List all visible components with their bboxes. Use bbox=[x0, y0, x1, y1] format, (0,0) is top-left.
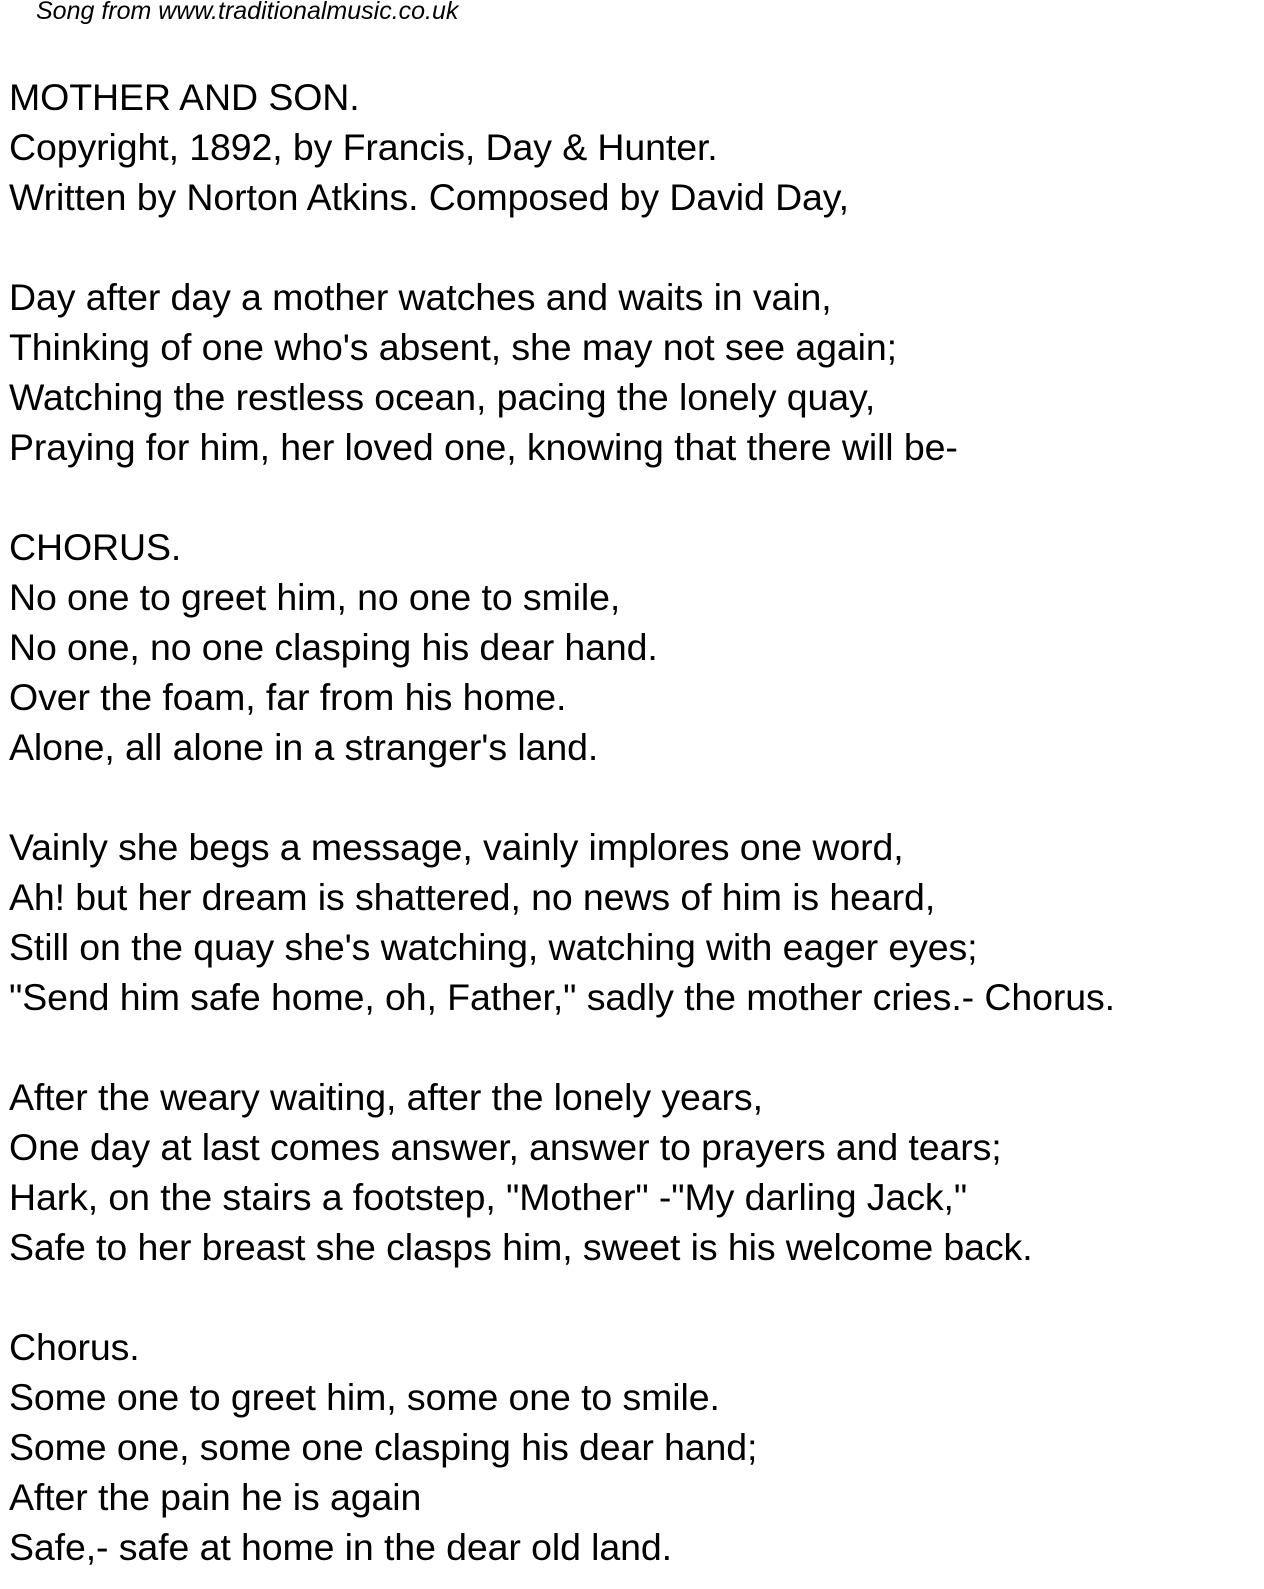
verse-line: "Send him safe home, oh, Father," sadly the mother cries.- Chorus. bbox=[9, 976, 1115, 1018]
chorus-line: After the pain he is again bbox=[9, 1476, 422, 1518]
chorus-line: No one, no one clasping his dear hand. bbox=[9, 626, 658, 668]
source-note: Song from www.traditionalmusic.co.uk bbox=[36, 0, 459, 25]
verse-line: Day after day a mother watches and waits in vain, bbox=[9, 276, 832, 318]
verse-line: Praying for him, her loved one, knowing that there will be- bbox=[9, 426, 958, 468]
verse-line: After the weary waiting, after the lonely years, bbox=[9, 1076, 763, 1118]
chorus-line: Safe,- safe at home in the dear old land. bbox=[9, 1526, 672, 1568]
stanza-gap bbox=[9, 1022, 1259, 1072]
verse-line: Vainly she begs a message, vainly implores one word, bbox=[9, 826, 904, 868]
chorus-line: Over the foam, far from his home. bbox=[9, 676, 567, 718]
verse-line: Ah! but her dream is shattered, no news of him is heard, bbox=[9, 876, 936, 918]
verse-line: One day at last comes answer, answer to prayers and tears; bbox=[9, 1126, 1002, 1168]
verse-line: Still on the quay she's watching, watching with eager eyes; bbox=[9, 926, 978, 968]
verse-2 bbox=[9, 822, 1259, 1022]
chorus-line: No one to greet him, no one to smile, bbox=[9, 576, 621, 618]
credits-line: Written by Norton Atkins. Composed by David Day, bbox=[9, 176, 849, 218]
chorus-1 bbox=[9, 522, 1259, 772]
stanza-gap bbox=[9, 772, 1259, 822]
verse-line: Safe to her breast she clasps him, sweet is his welcome back. bbox=[9, 1226, 1033, 1268]
stanza-gap bbox=[9, 472, 1259, 522]
verse-line: Watching the restless ocean, pacing the lonely quay, bbox=[9, 376, 876, 418]
song-title: MOTHER AND SON. bbox=[9, 76, 360, 118]
verse-1 bbox=[9, 272, 1259, 472]
chorus-2 bbox=[9, 1322, 1259, 1572]
chorus-line: Alone, all alone in a stranger's land. bbox=[9, 726, 599, 768]
verse-line: Thinking of one who's absent, she may not see again; bbox=[9, 326, 897, 368]
stanza-gap bbox=[9, 1272, 1259, 1322]
copyright-line: Copyright, 1892, by Francis, Day & Hunter. bbox=[9, 126, 718, 168]
chorus-heading: CHORUS. bbox=[9, 526, 182, 568]
song-lyrics bbox=[9, 72, 1259, 1572]
chorus-heading: Chorus. bbox=[9, 1326, 140, 1368]
chorus-line: Some one, some one clasping his dear hand; bbox=[9, 1426, 758, 1468]
verse-line: Hark, on the stairs a footstep, "Mother" -"My darling Jack," bbox=[9, 1176, 968, 1218]
chorus-line: Some one to greet him, some one to smile. bbox=[9, 1376, 720, 1418]
verse-3 bbox=[9, 1072, 1259, 1272]
stanza-gap bbox=[9, 222, 1259, 272]
